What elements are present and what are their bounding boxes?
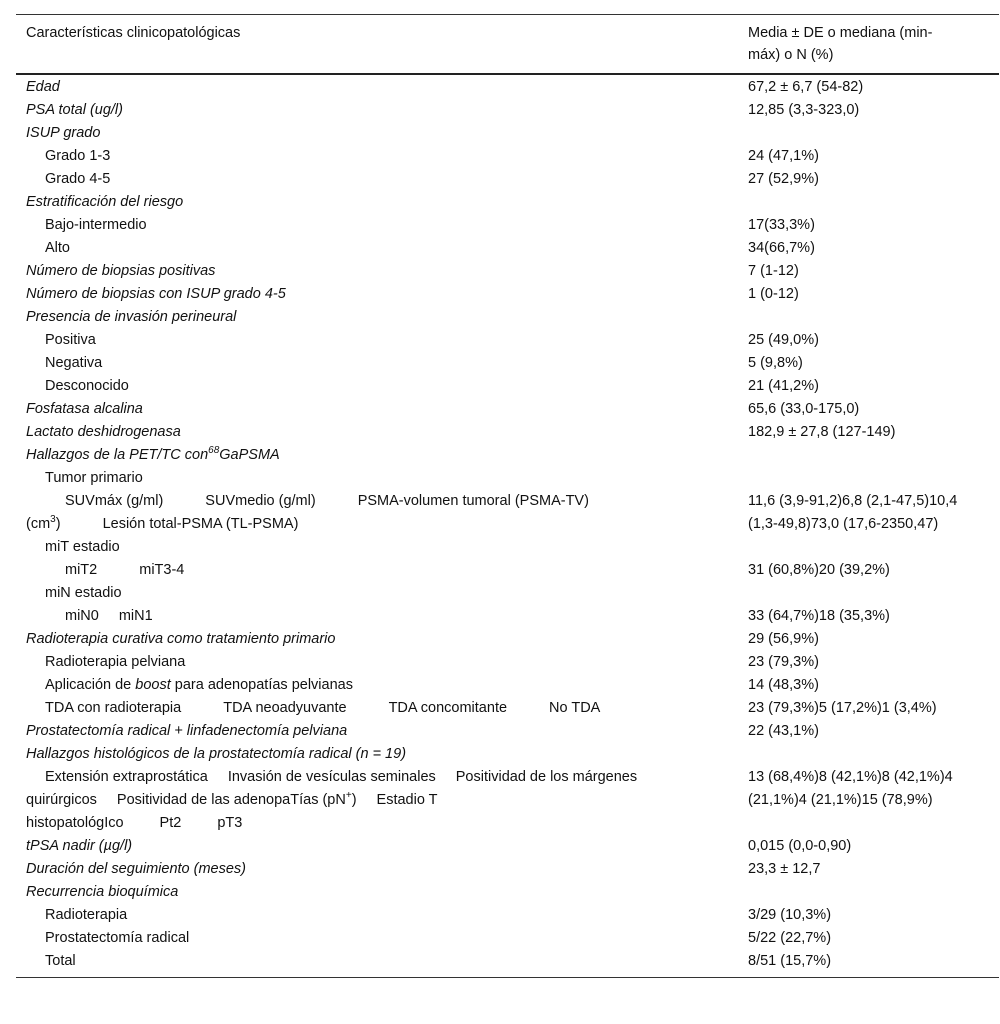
label-text: GaPSMA [219, 447, 280, 463]
row-label: Número de biopsias positivas [26, 263, 216, 279]
label-part: Estadio T [376, 792, 438, 808]
row-value: 7 (1-12) [748, 263, 799, 279]
row-value [738, 191, 964, 214]
table-row [16, 605, 999, 628]
row-value: 23 (79,3%) [748, 654, 819, 670]
row-label [16, 697, 738, 720]
label-part: pT3 [217, 815, 243, 831]
table-row [16, 214, 999, 237]
row-label: Total [45, 953, 76, 969]
table-row [16, 352, 999, 375]
label-text: Aplicación de [45, 677, 136, 693]
table-row [16, 766, 999, 835]
label-part: miT3-4 [139, 562, 185, 578]
row-label: Bajo-intermedio [45, 217, 147, 233]
table-row [16, 720, 999, 743]
table-row [16, 904, 999, 927]
row-label: Grado 1-3 [45, 148, 111, 164]
row-value: 12,85 (3,3-323,0) [748, 102, 860, 118]
row-value: 24 (47,1%) [748, 148, 819, 164]
header-characteristics: Características clinicopatológicas [26, 25, 241, 41]
table-row [16, 122, 999, 145]
table-row [16, 191, 999, 214]
row-value [738, 582, 964, 605]
table-row [16, 582, 999, 605]
row-value: 23,3 ± 12,7 [748, 861, 821, 877]
row-value: 0,015 (0,0-0,90) [748, 838, 852, 854]
row-label: Recurrencia bioquímica [26, 884, 179, 900]
table-bottom-rule [16, 977, 999, 978]
row-label: Alto [45, 240, 70, 256]
label-part: miT2 [65, 562, 98, 578]
row-value: 27 (52,9%) [748, 171, 819, 187]
header-statistics: Media ± DE o mediana (min-máx) o N (%) [748, 25, 933, 63]
label-text-italic: boost [135, 677, 171, 693]
label-part: histopatológIco [26, 815, 124, 831]
row-value: 22 (43,1%) [748, 723, 819, 739]
row-label [16, 444, 738, 467]
row-label: Lactato deshidrogenasa [26, 424, 181, 440]
row-value: 1 (0-12) [748, 286, 799, 302]
row-value: 5 (9,8%) [748, 355, 803, 371]
row-value: 3/29 (10,3%) [748, 907, 832, 923]
label-part: TDA concomitante [388, 700, 508, 716]
row-value [738, 536, 964, 559]
row-label: Tumor primario [45, 470, 143, 486]
table-row [16, 950, 999, 973]
row-value: 182,9 ± 27,8 (127-149) [748, 424, 896, 440]
row-value: 34(66,7%) [748, 240, 815, 256]
unit-superscript: 3 [50, 514, 56, 526]
row-label: Radioterapia curativa como tratamiento primario [26, 631, 336, 647]
table-row [16, 628, 999, 651]
row-label [16, 674, 738, 697]
row-label: tPSA nadir (µg/l) [26, 838, 133, 854]
row-value [738, 122, 964, 145]
table-row [16, 260, 999, 283]
row-label: Radioterapia pelviana [45, 654, 186, 670]
table-row [16, 375, 999, 398]
superscript: + [345, 790, 352, 802]
row-label: Desconocido [45, 378, 129, 394]
row-label: Positiva [45, 332, 96, 348]
label-part: PSMA-volumen tumoral (PSMA-TV) [357, 493, 589, 509]
row-value [738, 467, 964, 490]
label-text: (cm [26, 516, 51, 532]
label-text: ) [55, 516, 61, 532]
row-value: 11,6 (3,9-91,2)6,8 (2,1-47,5)10,4 (1,3-49,8)73,0 (17,6-2350,47) [748, 493, 958, 532]
table-row [16, 237, 999, 260]
row-value [738, 743, 964, 766]
table-row [16, 306, 999, 329]
label-part: Extensión extraprostática [45, 769, 208, 785]
row-label: Estratificación del riesgo [26, 194, 184, 210]
row-value: 33 (64,7%)18 (35,3%) [748, 608, 890, 624]
table-row [16, 329, 999, 352]
table-row [16, 697, 999, 720]
table-row [16, 858, 999, 881]
row-label: Grado 4-5 [45, 171, 111, 187]
label-part: SUVmáx (g/ml) [65, 493, 164, 509]
label-part: TDA con radioterapia [45, 700, 182, 716]
label-part: Invasión de vesículas seminales [227, 769, 436, 785]
label-text: ) [351, 792, 357, 808]
row-label: Negativa [45, 355, 103, 371]
table-row [16, 145, 999, 168]
row-value: 67,2 ± 6,7 (54-82) [748, 79, 864, 95]
row-value: 8/51 (15,7%) [748, 953, 832, 969]
table-row [16, 421, 999, 444]
row-label: Duración del seguimiento (meses) [26, 861, 247, 877]
row-label: miN estadio [45, 585, 122, 601]
label-text: Positividad de las adenopaTías (pN [116, 792, 346, 808]
label-part: Pt2 [159, 815, 182, 831]
row-label [16, 605, 738, 628]
row-label [16, 559, 738, 582]
row-value [738, 444, 964, 467]
row-label: ISUP grado [26, 125, 101, 141]
row-value [738, 881, 964, 904]
label-part: Lesión total-PSMA (TL-PSMA) [102, 516, 299, 532]
label-text: para adenopatías pelvianas [170, 677, 353, 693]
table-row [16, 536, 999, 559]
row-label: Edad [26, 79, 60, 95]
clinicopathological-table [16, 14, 999, 978]
row-label: Número de biopsias con ISUP grado 4-5 [26, 286, 286, 302]
table-row [16, 927, 999, 950]
table-row [16, 76, 999, 99]
table-row [16, 559, 999, 582]
label-part: No TDA [549, 700, 601, 716]
row-label: Prostatectomía radical + linfadenectomía pelviana [26, 723, 348, 739]
row-label: Presencia de invasión perineural [26, 309, 237, 325]
row-value: 25 (49,0%) [748, 332, 819, 348]
row-value: 17(33,3%) [748, 217, 815, 233]
table-row [16, 398, 999, 421]
label-text: Hallazgos de la PET/TC con [26, 447, 209, 463]
row-label: PSA total (ug/l) [26, 102, 123, 118]
label-part: Positividad de los márgenes [455, 769, 638, 785]
table-row [16, 99, 999, 122]
row-value [738, 306, 964, 329]
row-value: 65,6 (33,0-175,0) [748, 401, 860, 417]
table-row [16, 881, 999, 904]
table-row [16, 743, 999, 766]
row-value: 23 (79,3%)5 (17,2%)1 (3,4%) [748, 700, 937, 716]
table-row [16, 168, 999, 191]
row-value: 29 (56,9%) [748, 631, 819, 647]
row-label: Hallazgos histológicos de la prostatectomía radical (n = 19) [26, 746, 407, 762]
table-header-row [16, 15, 999, 73]
table-row [16, 444, 999, 467]
row-label [16, 766, 738, 835]
row-label: Fosfatasa alcalina [26, 401, 143, 417]
label-part: miN1 [118, 608, 153, 624]
table-row [16, 674, 999, 697]
table-body [16, 75, 999, 977]
label-part: SUVmedio (g/ml) [205, 493, 316, 509]
label-part: quirúrgicos [26, 792, 97, 808]
row-label: Prostatectomía radical [45, 930, 190, 946]
table-row [16, 283, 999, 306]
row-value: 5/22 (22,7%) [748, 930, 832, 946]
table-row [16, 835, 999, 858]
label-part: TDA neoadyuvante [223, 700, 347, 716]
row-value: 31 (60,8%)20 (39,2%) [748, 562, 890, 578]
table-row [16, 490, 999, 536]
row-value: 21 (41,2%) [748, 378, 819, 394]
table-row [16, 467, 999, 490]
row-label [16, 490, 738, 536]
row-label: miT estadio [45, 539, 120, 555]
isotope-superscript: 68 [208, 445, 220, 457]
row-value: 13 (68,4%)8 (42,1%)8 (42,1%)4 (21,1%)4 (21,1%)15 (78,9%) [748, 769, 953, 808]
row-label: Radioterapia [45, 907, 128, 923]
row-value: 14 (48,3%) [748, 677, 819, 693]
label-part: miN0 [65, 608, 99, 624]
table-row [16, 651, 999, 674]
